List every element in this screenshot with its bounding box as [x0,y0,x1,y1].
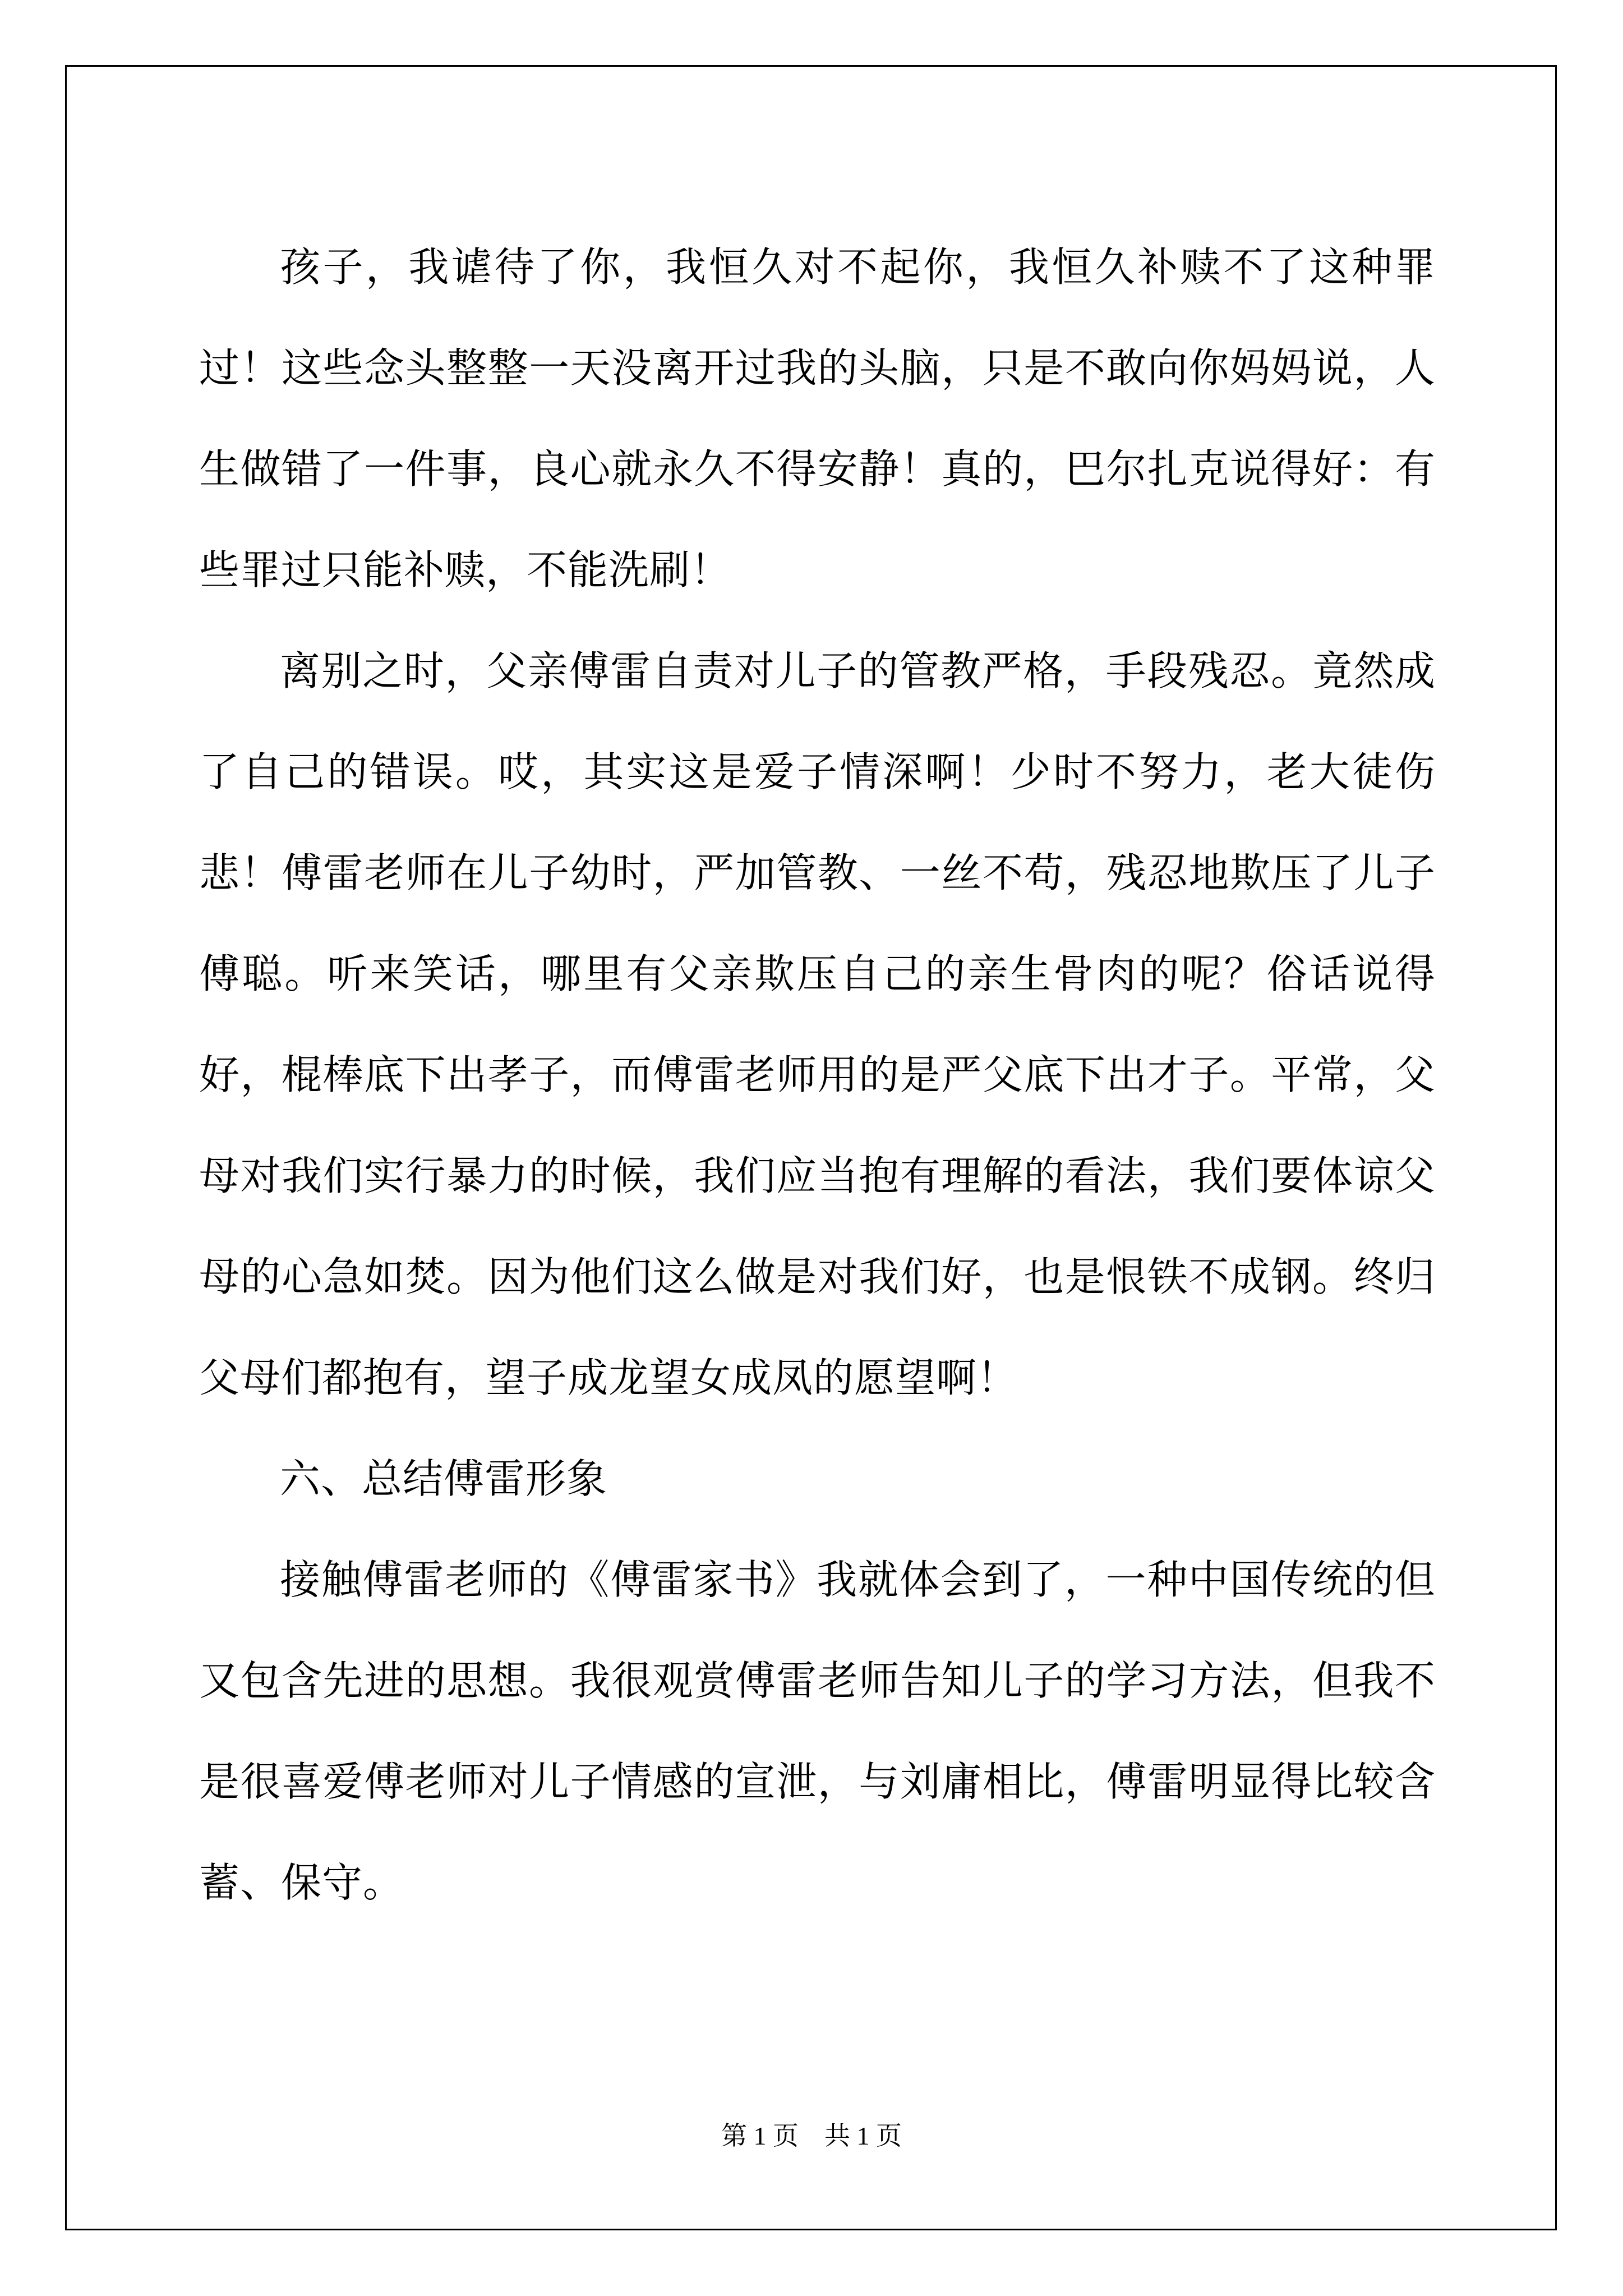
page-number: 第 1 页 [721,2122,799,2150]
section-heading: 六、总结傅雷形象 [280,1455,608,1502]
page-footer [0,2119,1623,2153]
paragraph-parting: 离别之时，父亲傅雷自责对儿子的管教严格，手段残忍。竟然成了自己的错误。哎，其实这是爱子情深啊！少时不努力，老大徒伤悲！傅雷老师在儿子幼时，严加管教、一丝不苟，残忍地欺压了儿子傅聪。听来笑话，哪里有父亲欺压自己的亲生骨肉的呢？俗话说得好，棍棒底下出孝子，而傅雷老师用的是严父底下出才子。平常，父母对我们实行暴力的时候，我们应当抱有理解的看法，我们要体谅父母的心急如焚。因为他们这么做是对我们好，也是恨铁不成钢。终归父母们都抱有，望子成龙望女成凤的愿望啊！ [199,647,1436,1401]
paragraph-summary: 接触傅雷老师的《傅雷家书》我就体会到了，一种中国传统的但又包含先进的思想。我很观赏傅雷老师告知儿子的学习方法，但我不是很喜爱傅老师对儿子情感的宣泄，与刘庸相比，傅雷明显得比较含蓄、保守。 [199,1556,1436,1906]
page-total: 共 1 页 [824,2122,902,2150]
document-body [199,217,1436,1933]
paragraph-apology: 孩子，我谑待了你，我恒久对不起你，我恒久补赎不了这种罪过！这些念头整整一天没离开过我的头脑，只是不敢向你妈妈说，人生做错了一件事，良心就永久不得安静！真的，巴尔扎克说得好：有些罪过只能补赎，不能洗刷！ [199,243,1436,593]
